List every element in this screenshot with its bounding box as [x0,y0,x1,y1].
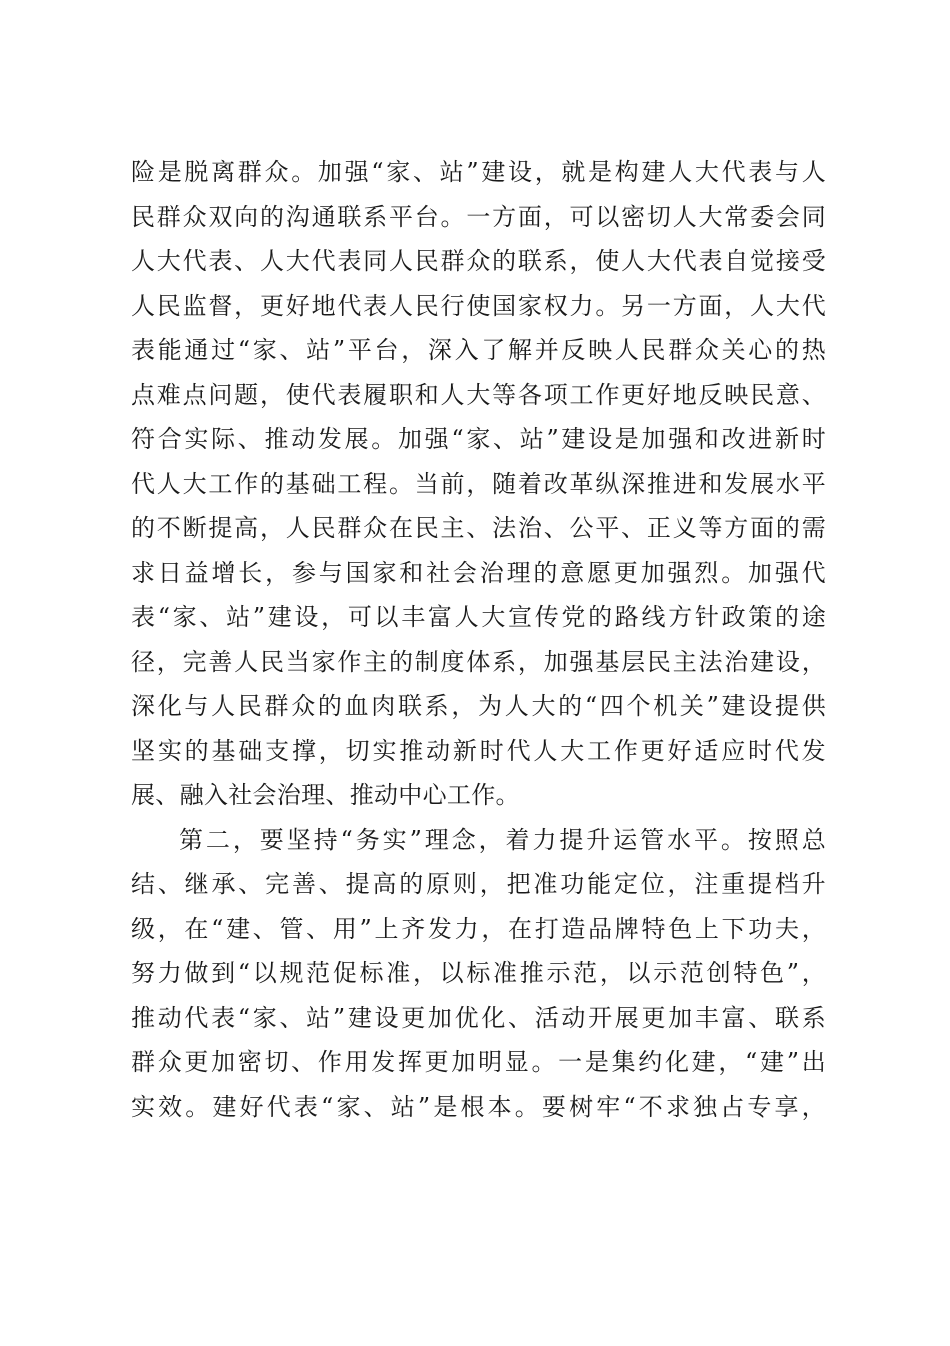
text-line: 群众更加密切、作用发挥更加明显。一是集约化建，“建”出 [131,1048,826,1076]
text-line: 展、融入社会治理、推动中心工作。 [131,781,520,809]
text-line: 第二，要坚持“务实”理念，着力提升运管水平。按照总 [179,825,826,854]
text-line: 推动代表“家、站”建设更加优化、活动开展更加丰富、联系 [131,1003,826,1032]
text-line: 险是脱离群众。加强“家、站”建设，就是构建人大代表与人 [131,158,826,186]
paragraph-2 [131,818,826,1130]
text-line: 表“家、站”建设，可以丰富人大宣传党的路线方针政策的途 [131,603,826,631]
text-line: 结、继承、完善、提高的原则，把准功能定位，注重提档升 [131,870,826,898]
text-line: 级，在“建、管、用”上齐发力，在打造品牌特色上下功夫， [131,914,826,943]
text-line: 努力做到“以规范促标准，以标准推示范，以示范创特色”， [131,959,826,987]
text-line: 的不断提高，人民群众在民主、法治、公平、正义等方面的需 [131,514,826,542]
text-line: 坚实的基础支撑，切实推动新时代人大工作更好适应时代发 [131,736,826,765]
text-line: 人民监督，更好地代表人民行使国家权力。另一方面，人大代 [131,291,826,320]
text-line: 求日益增长，参与国家和社会治理的意愿更加强烈。加强代 [131,558,826,587]
text-line: 径，完善人民当家作主的制度体系，加强基层民主法治建设， [131,647,826,676]
paragraph-1 [131,150,826,818]
text-line: 表能通过“家、站”平台，深入了解并反映人民群众关心的热 [131,336,826,364]
text-line: 实效。建好代表“家、站”是根本。要树牢“不求独占专享， [131,1092,826,1121]
body-text [131,150,826,1129]
text-line: 符合实际、推动发展。加强“家、站”建设是加强和改进新时 [131,425,826,453]
text-line: 民群众双向的沟通联系平台。一方面，可以密切人大常委会同 [131,202,826,231]
text-line: 人大代表、人大代表同人民群众的联系，使人大代表自觉接受 [131,247,826,275]
text-line: 点难点问题，使代表履职和人大等各项工作更好地反映民意、 [131,380,826,409]
text-line: 代人大工作的基础工程。当前，随着改革纵深推进和发展水平 [131,469,826,498]
text-line: 深化与人民群众的血肉联系，为人大的“四个机关”建设提供 [131,692,826,720]
